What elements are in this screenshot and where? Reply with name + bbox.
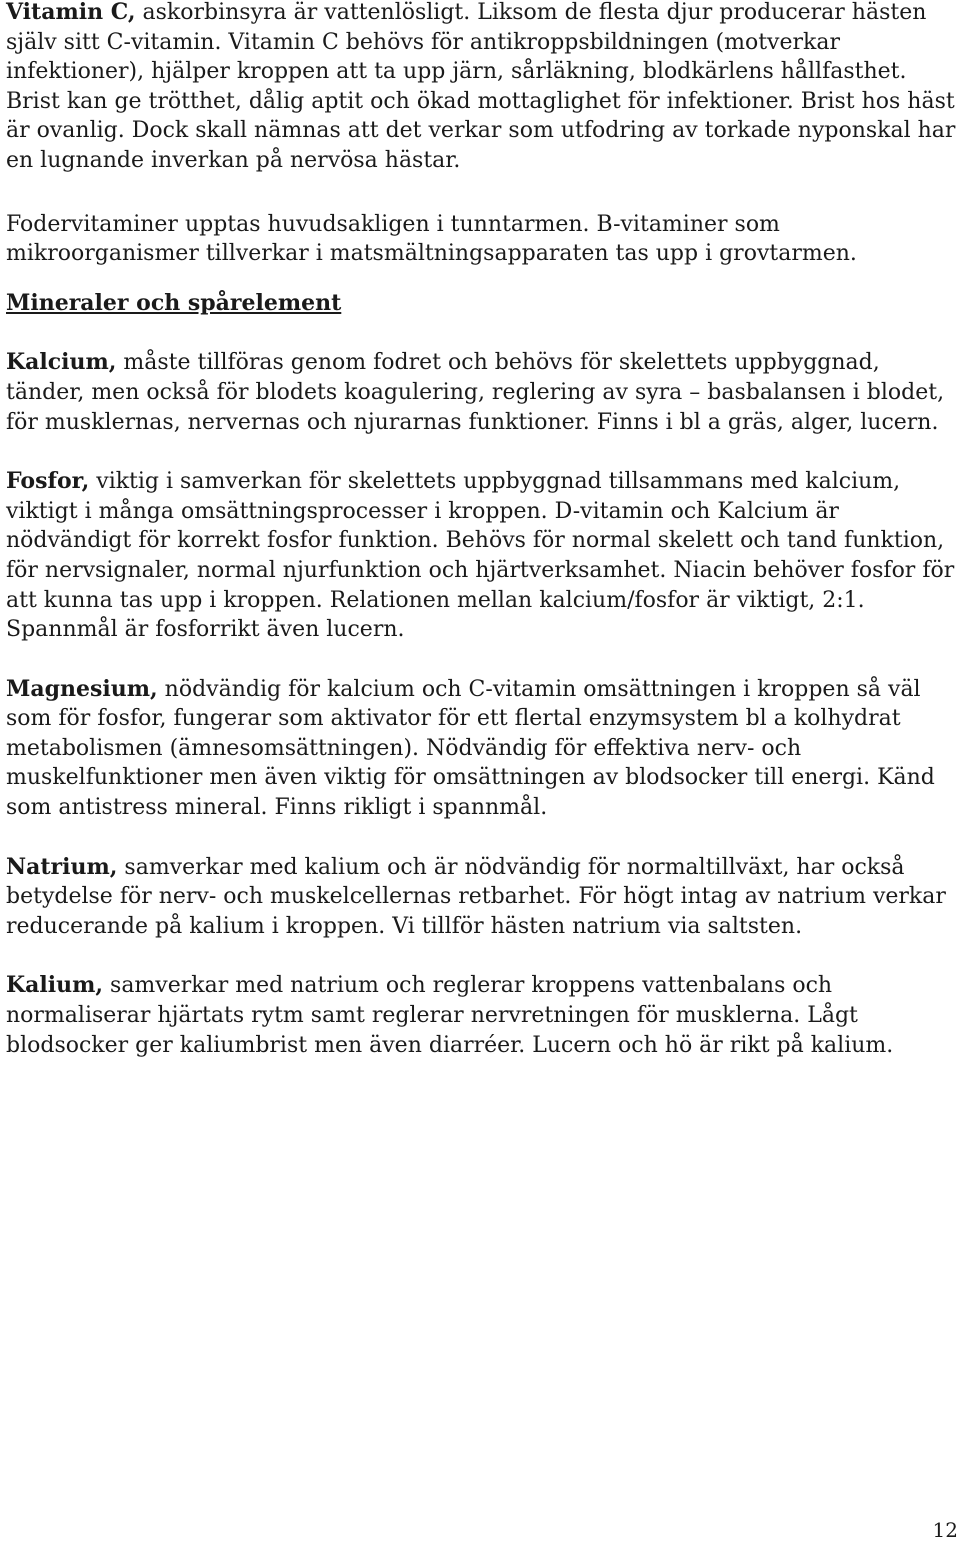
page-number: 12 <box>932 1518 958 1542</box>
paragraph-fodervitaminer: Fodervitaminer upptas huvudsakligen i tunntarmen. B-vitaminer som mikroorganismer tillverkar i matsmältningsapparaten tas upp i grovtarmen. <box>6 211 857 267</box>
text-fosfor: viktig i samverkan för skelettets uppbyggnad tillsammans med kalcium, viktigt i många omsättningsprocesser i kroppen. D-vitamin och Kalcium är nödvändigt för korrekt fosfor funktion. Behövs för normal skelett och tand funktion, för nervsignaler, normal njurfunktion och hjärtverksamhet. Niacin behöver fosfor för att kunna tas upp i kroppen. Relationen mellan kalcium/fosfor är viktigt, 2:1. Spannmål är fosforrikt även lucern. <box>6 469 955 643</box>
text-kalcium: måste tillföras genom fodret och behövs för skelettets uppbyggnad, tänder, men också för blodets koagulering, reglering av syra – basbalansen i blodet, för musklernas, nervernas och njurarnas funktioner. Finns i bl a gräs, alger, lucern. <box>6 350 945 435</box>
paragraph-kalium <box>6 971 958 1060</box>
term-magnesium: Magnesium, <box>6 675 158 702</box>
paragraph-vitamin-c <box>6 0 958 176</box>
term-vitamin-c: Vitamin C, <box>6 0 136 25</box>
section-heading: Mineraler och spårelement <box>6 289 342 316</box>
term-natrium: Natrium, <box>6 853 118 880</box>
document-page <box>6 0 958 1090</box>
paragraph-magnesium <box>6 675 958 823</box>
text-magnesium: nödvändig för kalcium och C-vitamin omsättningen i kroppen så väl som för fosfor, fungerar som aktivator för ett flertal enzymsystem bl a kolhydrat metabolismen (ämnesomsättningen). Nödvändig för effektiva nerv- och muskelfunktioner men även viktig för omsättningen av blodsocker till energi. Känd som antistress mineral. Finns rikligt i spannmål. <box>6 676 935 821</box>
text-vitamin-c: askorbinsyra är vattenlösligt. Liksom de flesta djur producerar hästen själv sitt C-vitamin. Vitamin C behövs för antikroppsbildningen (motverkar infektioner), hjälper kroppen att ta upp järn, sårläkning, blodkärlens hållfasthet. Brist kan ge trötthet, dålig aptit och ökad mottaglighet för infektioner. Brist hos häst är ovanlig. Dock skall nämnas att det verkar som utfodring av torkade nyponskal har en lugnande inverkan på nervösa hästar. <box>6 0 956 173</box>
paragraph-fosfor <box>6 467 958 645</box>
term-fosfor: Fosfor, <box>6 468 90 495</box>
term-kalcium: Kalcium, <box>6 349 117 376</box>
paragraph-natrium <box>6 853 958 942</box>
text-kalium: samverkar med natrium och reglerar kroppens vattenbalans och normaliserar hjärtats rytm samt reglerar nervretningen för musklerna. Lågt blodsocker ger kaliumbrist men även diarréer. Lucern och hö är rikt på kalium. <box>6 973 894 1058</box>
text-natrium: samverkar med kalium och är nödvändig för normaltillväxt, har också betydelse för nerv- och muskelcellernas retbarhet. För högt intag av natrium verkar reducerande på kalium i kroppen. Vi tillför hästen natrium via saltsten. <box>6 854 946 939</box>
term-kalium: Kalium, <box>6 972 104 999</box>
paragraph-kalcium <box>6 348 958 437</box>
